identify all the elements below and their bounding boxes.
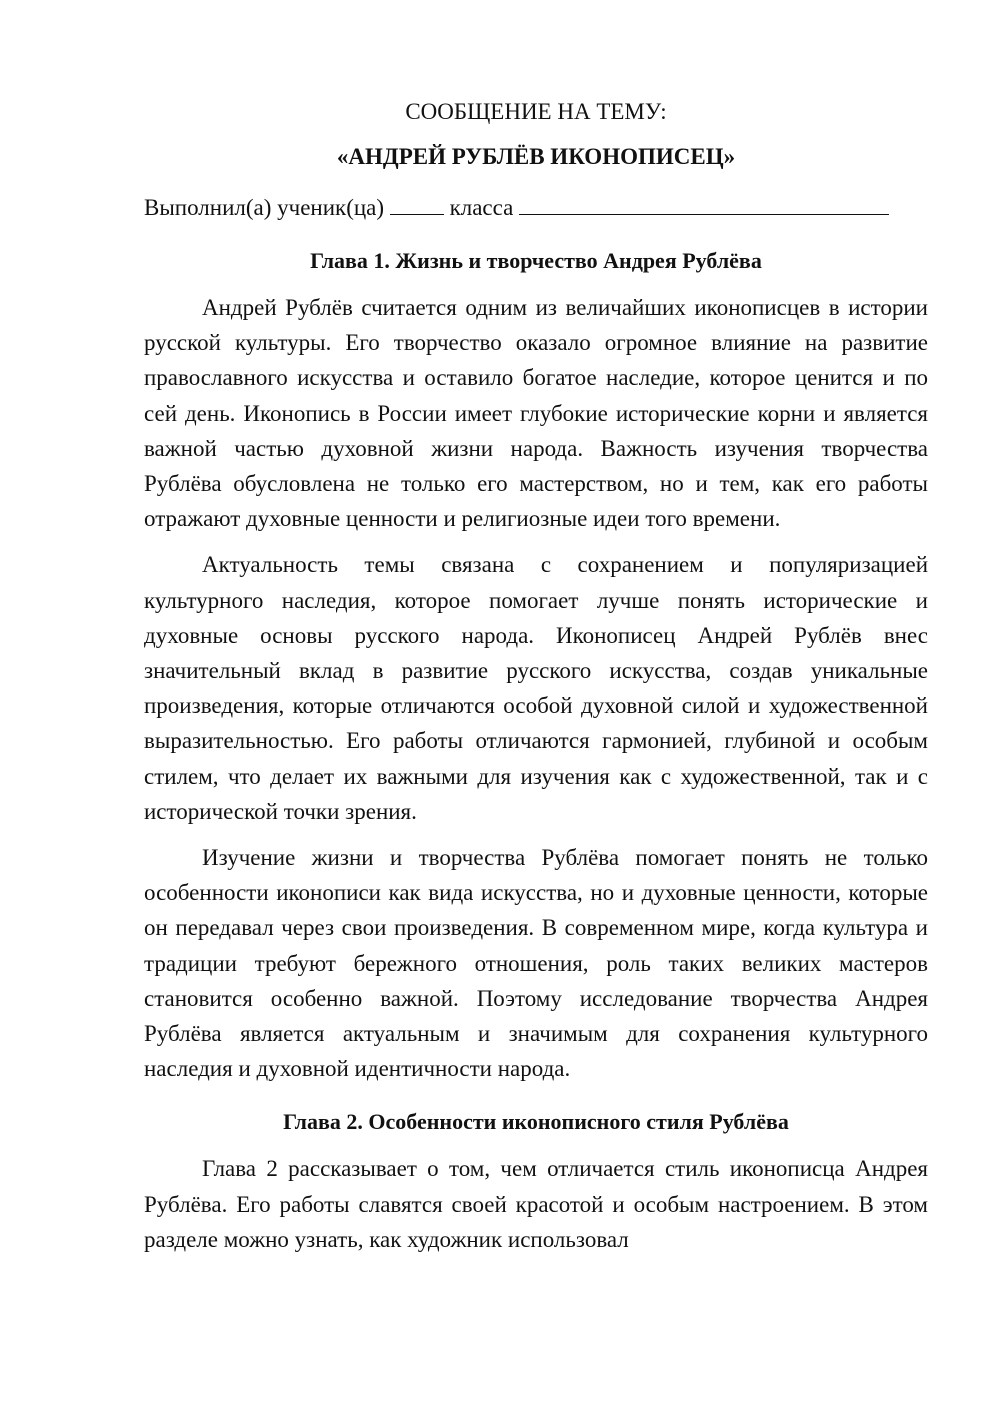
author-line bbox=[144, 190, 928, 225]
chapter-1-paragraph-2: Актуальность темы связана с сохранением и популяризацией культурного наследия, которое помогает лучше понять исторические и духовные основы русского народа. Иконописец Андрей Рублёв внес значительный вклад в развитие русского искусства, создав уникальные произведения, которые отличаются особой духовной силой и художественной выразительностью. Его работы отличаются гармонией, глубиной и особым стилем, что делает их важными для изучения как с художественной, так и с исторической точки зрения. bbox=[144, 552, 928, 824]
chapter-1-heading: Глава 1. Жизнь и творчество Андрея Рублёва bbox=[310, 248, 762, 273]
document-title-line1: СООБЩЕНИЕ НА ТЕМУ: bbox=[405, 99, 667, 124]
chapter-1-paragraph-3: Изучение жизни и творчества Рублёва помогает понять не только особенности иконописи как вида искусства, но и духовные ценности, которые он передавал через свои произведения. В современном мире, когда культура и традиции требуют бережного отношения, роль таких великих мастеров становится особенно важной. Поэтому исследование творчества Андрея Рублёва является актуальным и значимым для сохранения культурного наследия и духовной идентичности народа. bbox=[144, 845, 928, 1082]
chapter-1-paragraph-1: Андрей Рублёв считается одним из величайших иконописцев в истории русской культуры. Его творчество оказало огромное влияние на развитие православного искусства и оставило богатое наследие, которое ценится и по сей день. Иконопись в России имеет глубокие исторические корни и является важной частью духовной жизни народа. Важность изучения творчества Рублёва обусловлена не только его мастерством, но и тем, как его работы отражают духовные ценности и религиозные идеи того времени. bbox=[144, 295, 928, 532]
author-class-label: класса bbox=[449, 195, 514, 220]
document-title-line2: «АНДРЕЙ РУБЛЁВ ИКОНОПИСЕЦ» bbox=[336, 144, 736, 169]
grade-blank-field[interactable] bbox=[390, 192, 444, 215]
author-prefix: Выполнил(а) ученик(ца) bbox=[144, 195, 385, 220]
chapter-2-heading: Глава 2. Особенности иконописного стиля Рублёва bbox=[283, 1109, 789, 1135]
chapter-2-paragraph-1: Глава 2 рассказывает о том, чем отличается стиль иконописца Андрея Рублёва. Его работы славятся своей красотой и особым настроением. В этом разделе можно узнать, как художник использовал bbox=[144, 1156, 928, 1252]
name-blank-field[interactable] bbox=[519, 192, 889, 215]
